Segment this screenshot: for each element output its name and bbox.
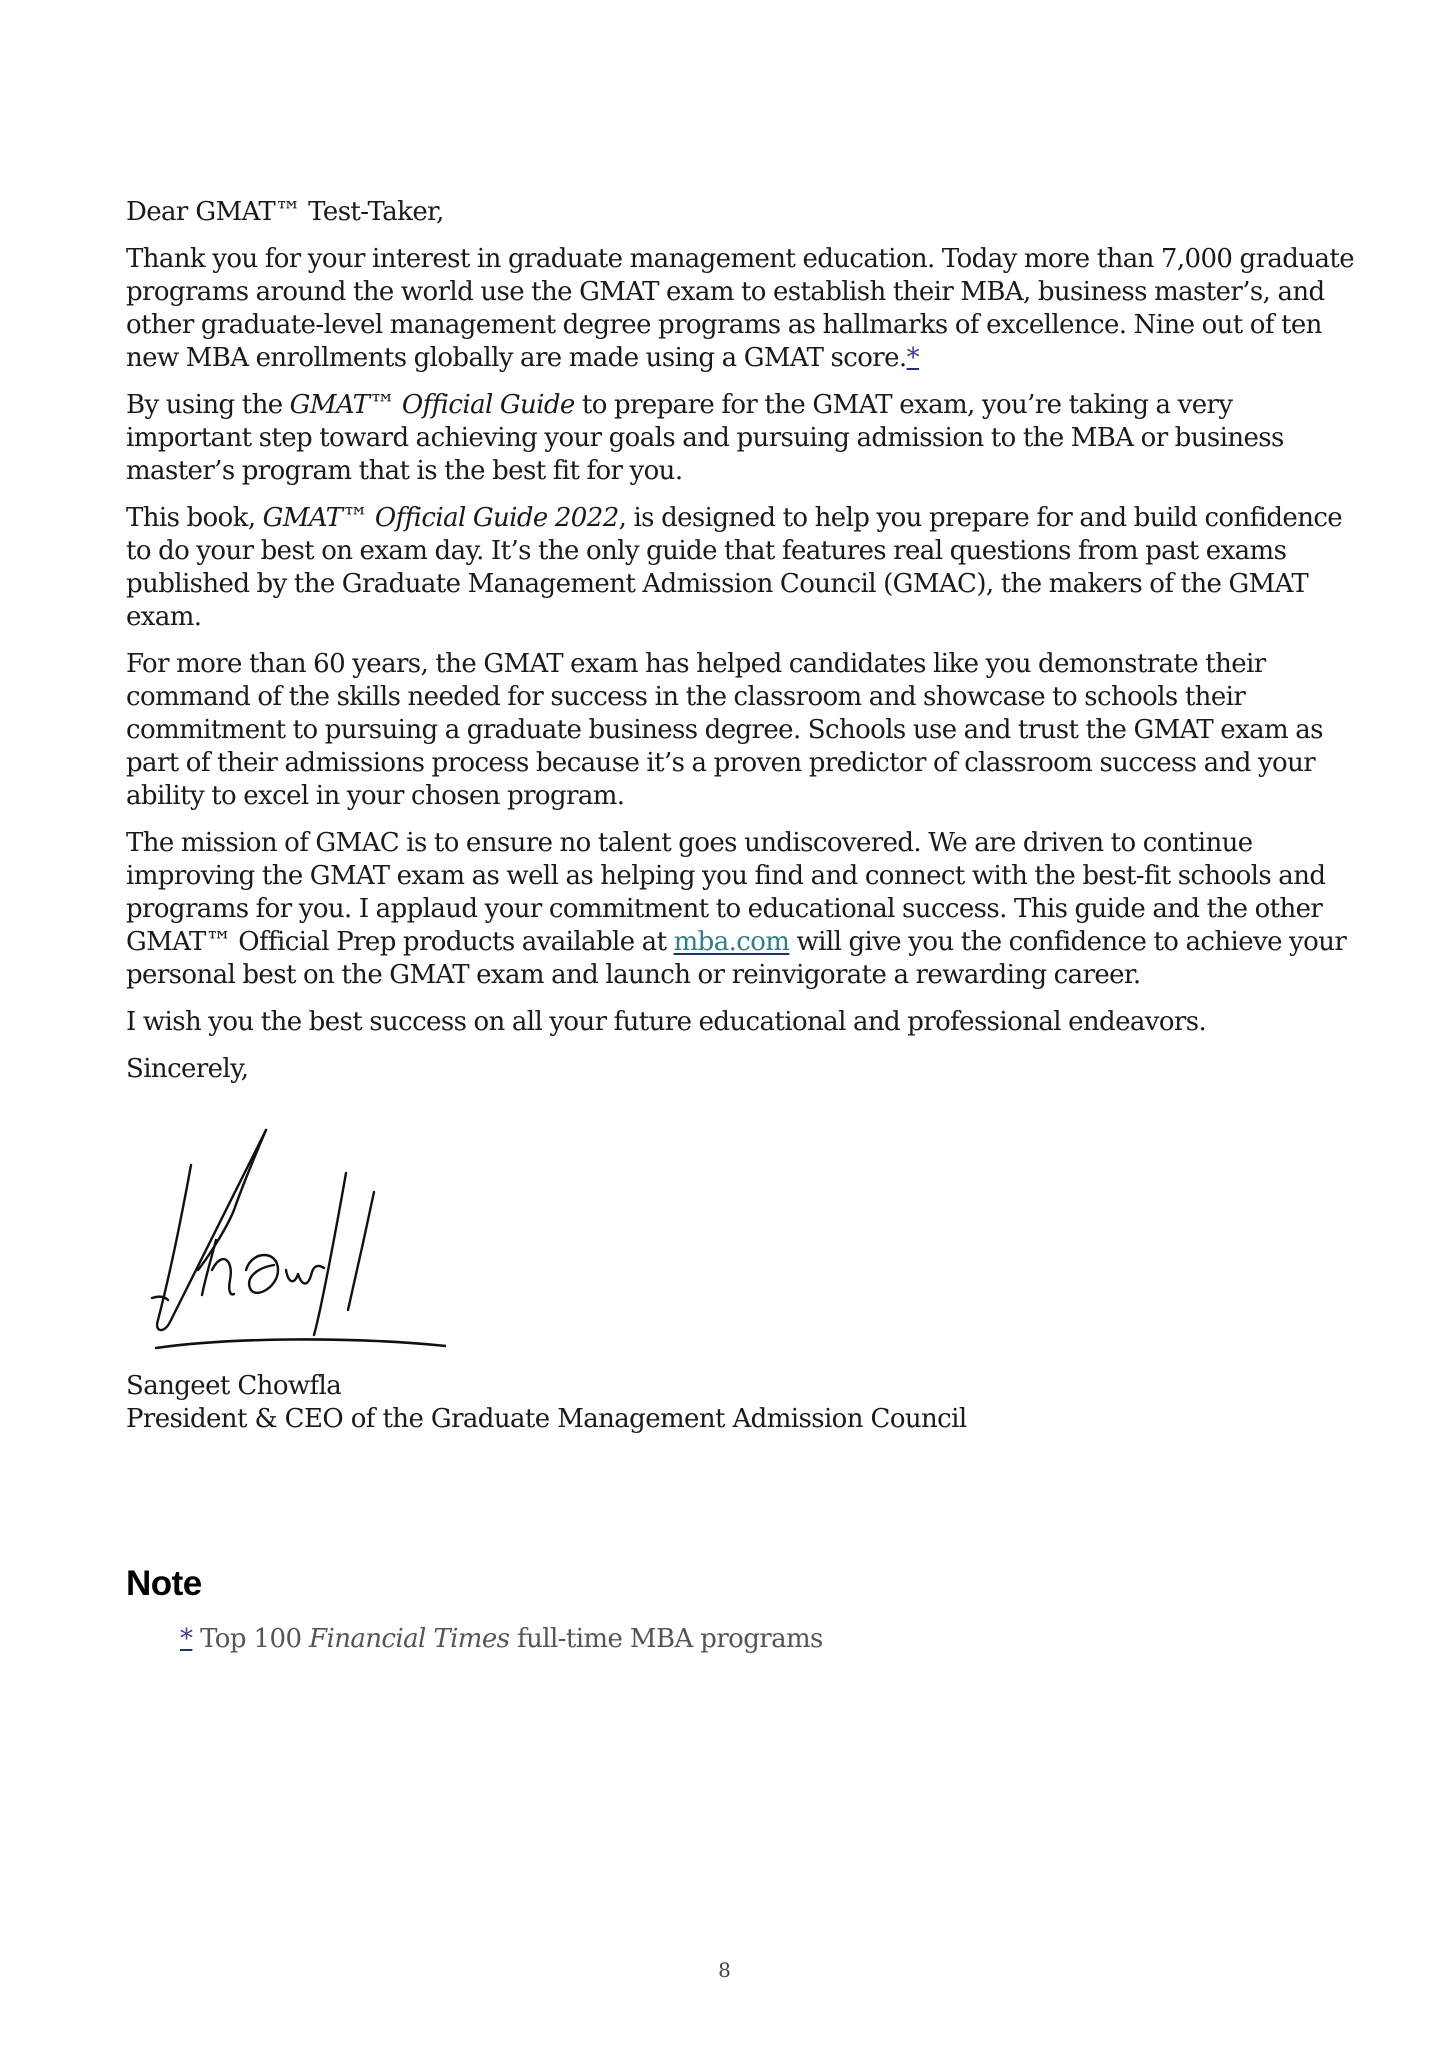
footnote-link[interactable]: * <box>906 343 919 373</box>
footnote-backlink[interactable]: * <box>180 1624 193 1654</box>
text-line: commitment to pursuing a graduate business degree. Schools use and trust the GMAT exam as <box>126 715 1323 745</box>
text-line <box>126 342 1346 375</box>
mba-com-link[interactable]: mba.com <box>673 927 790 957</box>
text-line: to do your best on exam day. It’s the only guide that features real questions from past exams <box>126 536 1287 566</box>
paragraph-this-book <box>126 502 1346 634</box>
text-fragment: to prepare for the GMAT exam, you’re taking a very <box>574 390 1233 420</box>
book-title: GMAT™ Official Guide 2022 <box>262 503 619 533</box>
text-line: master’s program that is the best fit for you. <box>126 456 683 486</box>
page-number: 8 <box>718 1958 731 1982</box>
footnote-item <box>180 1624 823 1654</box>
text-line: exam. <box>126 602 202 632</box>
letter-body <box>126 196 1355 1100</box>
signatory-name: Sangeet Chowfla <box>126 1371 342 1401</box>
salutation: Dear GMAT™ Test-Taker, <box>126 197 444 227</box>
text-fragment: will give you the confidence to achieve your <box>789 927 1347 957</box>
text-fragment: GMAT™ Official Prep products available at <box>126 927 674 957</box>
text-line: The mission of GMAC is to ensure no talent goes undiscovered. We are driven to continue <box>126 828 1253 858</box>
text-line <box>126 389 1346 422</box>
text-line: For more than 60 years, the GMAT exam has helped candidates like you demonstrate their <box>126 649 1266 679</box>
text-line: programs for you. I applaud your commitment to educational success. This guide and the other <box>126 894 1323 924</box>
paragraph-intro <box>126 243 1355 375</box>
text-line: I wish you the best success on all your future educational and professional endeavors. <box>126 1007 1207 1037</box>
text-line <box>126 502 1346 535</box>
text-fragment: , is designed to help you prepare for and build confidence <box>618 503 1343 533</box>
signatory-title: President & CEO of the Graduate Management Admission Council <box>126 1404 967 1434</box>
text-line <box>126 926 1346 959</box>
text-line: published by the Graduate Management Admission Council (GMAC), the makers of the GMAT <box>126 569 1309 599</box>
text-fragment: new MBA enrollments globally are made using a GMAT score. <box>126 343 907 373</box>
signatory-block <box>126 1370 967 1436</box>
text-line: personal best on the GMAT exam and launch or reinvigorate a rewarding career. <box>126 960 1141 990</box>
text-fragment: By using the <box>126 390 290 420</box>
text-line: Sincerely, <box>126 1054 249 1084</box>
book-title: GMAT™ Official Guide <box>289 390 575 420</box>
paragraph-closing-wish <box>126 1006 1346 1039</box>
text-line: improving the GMAT exam as well as helping you find and connect with the best-fit schools and <box>126 861 1326 891</box>
text-fragment: This book, <box>126 503 263 533</box>
text-line: Thank you for your interest in graduate management education. Today more than 7,000 graduate <box>126 244 1355 274</box>
valediction <box>126 1053 1346 1086</box>
publication-title: Financial Times <box>309 1624 510 1654</box>
text-fragment: Top 100 <box>192 1624 310 1654</box>
text-line: important step toward achieving your goals and pursuing admission to the MBA or business <box>126 423 1284 453</box>
text-line: programs around the world use the GMAT exam to establish their MBA, business master’s, and <box>126 277 1325 307</box>
text-line: command of the skills needed for success in the classroom and showcase to schools their <box>126 682 1246 712</box>
text-fragment: full-time MBA programs <box>509 1624 823 1654</box>
text-line: other graduate-level management degree programs as hallmarks of excellence. Nine out of ten <box>126 310 1322 340</box>
text-line: part of their admissions process because it’s a proven predictor of classroom success and your <box>126 748 1316 778</box>
text-line: ability to excel in your chosen program. <box>126 781 625 811</box>
paragraph-official-guide <box>126 389 1346 488</box>
paragraph-history <box>126 648 1346 813</box>
note-heading: Note <box>126 1564 202 1603</box>
paragraph-mission <box>126 827 1346 992</box>
signature-image <box>146 1110 446 1360</box>
